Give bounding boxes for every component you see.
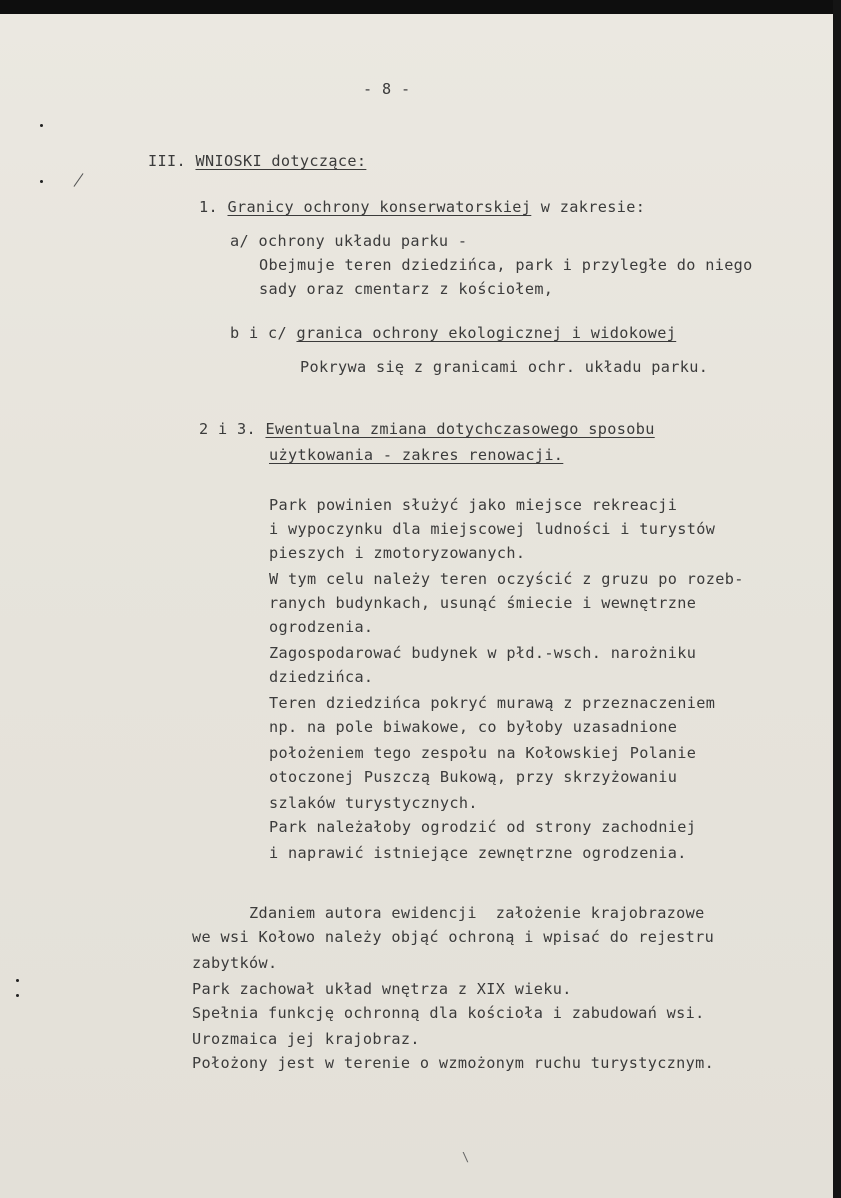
conclusion-line: Położony jest w terenie o wzmożonym ruchu turystycznym.	[192, 1054, 715, 1072]
margin-dot	[16, 994, 19, 997]
section2-title-line: użytkowania - zakres renowacji.	[269, 446, 564, 464]
section2-body-line: Teren dziedzińca pokryć murawą z przeznaczeniem	[269, 694, 716, 712]
section2-body-line: i wypoczynku dla miejscowej ludności i turystów	[269, 520, 716, 538]
section1-a-text-line: Obejmuje teren dziedzińca, park i przyległe do niego	[259, 256, 753, 274]
section2-body-line: ogrodzenia.	[269, 618, 374, 636]
scan-edge-right	[833, 0, 841, 1198]
heading-number: III.	[148, 152, 186, 170]
conclusion-line: Park zachował układ wnętrza z XIX wieku.	[192, 980, 572, 998]
section2-body-line: położeniem tego zespołu na Kołowskiej Polanie	[269, 744, 697, 762]
bottom-tick: \	[462, 1150, 470, 1164]
section2-body-line: np. na pole biwakowe, co byłoby uzasadnione	[269, 718, 678, 736]
conclusion-line: Zdaniem autora ewidencji założenie krajobrazowe	[192, 904, 705, 922]
section2-body-line: szlaków turystycznych.	[269, 794, 478, 812]
section2-number: 2 i 3.	[199, 420, 256, 438]
section1-a-label: a/ ochrony układu parku -	[230, 232, 468, 250]
section-heading	[148, 152, 366, 170]
conclusion-line: zabytków.	[192, 954, 278, 972]
section2-body-line: Park powinien służyć jako miejsce rekreacji	[269, 496, 678, 514]
conclusion-line: we wsi Kołowo należy objąć ochroną i wpisać do rejestru	[192, 928, 715, 946]
section2-body-line: i naprawić istniejące zewnętrzne ogrodzenia.	[269, 844, 687, 862]
section1-title	[199, 198, 645, 216]
section2-body-line: dziedzińca.	[269, 668, 374, 686]
section2-body-line: W tym celu należy teren oczyścić z gruzu po rozeb-	[269, 570, 744, 588]
heading-title: WNIOSKI dotyczące:	[195, 152, 367, 170]
scan-edge-top	[0, 0, 841, 14]
section1-number: 1.	[199, 198, 218, 216]
margin-dot	[16, 979, 19, 982]
section2-body-line: ranych budynkach, usunąć śmiecie i wewnętrzne	[269, 594, 697, 612]
section2-body-line: pieszych i zmotoryzowanych.	[269, 544, 526, 562]
pencil-mark	[74, 173, 84, 187]
page-number: - 8 -	[363, 80, 411, 98]
section1-bc-text: Pokrywa się z granicami ochr. układu parku.	[300, 358, 709, 376]
section2-body-line: otoczonej Puszczą Bukową, przy skrzyżowaniu	[269, 768, 678, 786]
conclusion-line: Urozmaica jej krajobraz.	[192, 1030, 420, 1048]
section1-a-text-line: sady oraz cmentarz z kościołem,	[259, 280, 554, 298]
section2-title-line: Ewentualna zmiana dotychczasowego sposobu	[265, 420, 655, 438]
margin-dot	[40, 124, 43, 127]
section1-bc-title-text: granica ochrony ekologicznej i widokowej	[296, 324, 677, 342]
conclusion-line: Spełnia funkcję ochronną dla kościoła i zabudowań wsi.	[192, 1004, 705, 1022]
section2-body-line: Zagospodarować budynek w płd.-wsch. narożniku	[269, 644, 697, 662]
section1-title-suffix: w zakresie:	[531, 198, 646, 216]
section1-bc-title	[230, 324, 676, 342]
section1-bc-label: b i c/	[230, 324, 297, 342]
document-page	[0, 14, 833, 1198]
section1-title-text: Granicy ochrony konserwatorskiej	[227, 198, 532, 216]
margin-dot	[40, 180, 43, 183]
section2-body-line: Park należałoby ogrodzić od strony zachodniej	[269, 818, 697, 836]
section2-title	[199, 420, 655, 438]
